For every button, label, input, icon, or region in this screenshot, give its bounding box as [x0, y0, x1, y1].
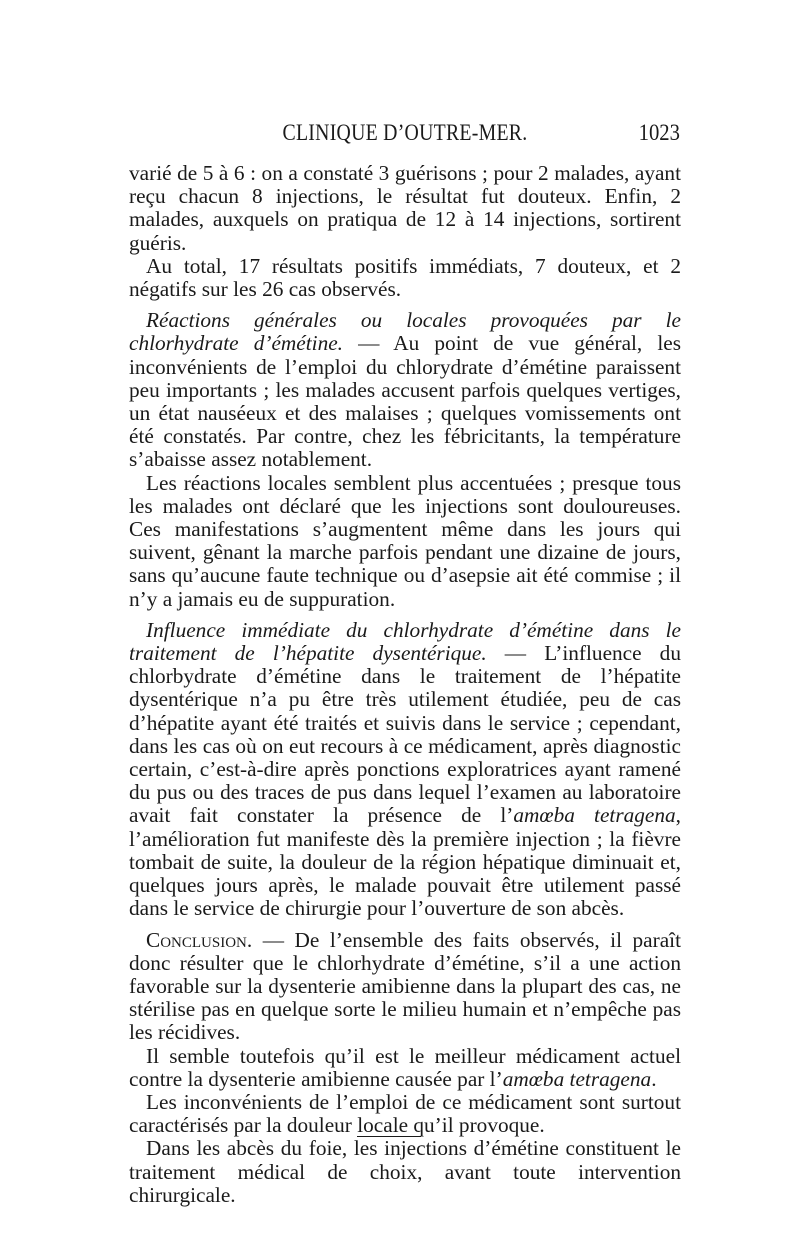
page-header	[130, 120, 680, 154]
paragraph-text: .	[651, 1066, 657, 1091]
closing-rule	[357, 1136, 421, 1137]
paragraph-inconvenients	[129, 1091, 681, 1137]
paragraph-totals	[129, 255, 681, 301]
paragraph-text: Les réactions locales semblent plus accentuées ; presque tous les malades ont déclaré que les injections sont douloureuses. Ces manifestations s’augmentent même dans les jours qui suivent, gênant la marche parfois pendant une dizaine de jours, sans qu’aucune faute technique ou d’asepsie ait été commise ; il n’y a jamais eu de suppuration.	[129, 470, 681, 611]
body-text	[129, 162, 681, 1207]
paragraph-text: Au total, 17 résultats positifs immédiats, 7 douteux, et 2 négatifs sur les 26 cas observés.	[129, 253, 681, 302]
organism-name: amœba tetragena	[513, 803, 676, 828]
section-heading: Conclusion.	[146, 927, 253, 952]
paragraph-text: — De l’ensemble des faits observés, il paraît donc résulter que le chlorhydrate d’émétine, s’il a une action favorable sur la dysenterie amibienne dans la plupart des cas, ne stérilise pas en quelque sorte le milieu humain et n’empêche pas les récidives.	[129, 927, 681, 1045]
section-heading: Influence immédiate du chlorhydrate d’émétine dans le traitement de l’hépatite dysentérique.	[129, 617, 681, 666]
paragraph-abces-foie	[129, 1137, 681, 1207]
paragraph-conclusion	[129, 929, 681, 1045]
paragraph-text: Dans les abcès du foie, les injections d’émétine constituent le traitement médical de choix, avant toute intervention chirurgicale.	[129, 1136, 681, 1207]
paragraph-text: Il semble toutefois qu’il est le meilleur médicament actuel contre la dysenterie amibienne causée par l’	[129, 1043, 681, 1091]
paragraph-reactions-generales	[129, 309, 681, 471]
paragraph-text: , l’amélioration fut manifeste dès la première injection ; la fièvre tombait de suite, la douleur de la région hépatique diminuait et, quelques jours après, le malade pouvait être utilement passé dans le service de chirurgie pour l’ouverture de son abcès.	[129, 803, 681, 921]
paragraph-continuation	[129, 162, 681, 255]
running-title: CLINIQUE D’OUTRE-MER.	[282, 120, 528, 145]
paragraph-reactions-locales	[129, 472, 681, 611]
organism-name: amœba tetragena	[502, 1066, 652, 1091]
paragraph-text: Les inconvénients de l’emploi de ce médicament sont surtout caractérisés par la douleur locale qu’il provoque.	[129, 1089, 681, 1138]
paragraph-text: — Au point de vue général, les inconvénients de l’emploi du chlorydrate d’émétine paraissent peu importants ; les malades accusent parfois quelques vertiges, un état nauséeux et des malaises ; quelques vomissements ont été constatés. Par contre, chez les fébricitants, la température s’abaisse assez notablement.	[129, 331, 681, 472]
paragraph-meilleur-medicament	[129, 1045, 681, 1091]
page-number: 1023	[638, 120, 680, 145]
paragraph-text: varié de 5 à 6 : on a constaté 3 guérisons ; pour 2 malades, ayant reçu chacun 8 injections, le résultat fut douteux. Enfin, 2 malades, auxquels on pratiqua de 12 à 14 injections, sortirent guéris.	[129, 161, 681, 255]
section-heading: Réactions générales ou locales provoquées par le chlorhydrate d’émétine.	[129, 308, 681, 356]
paragraph-text: — L’influence du chlorbydrate d’émétine dans le traitement de l’hépatite dysentérique n’a pu être très utilement étudiée, peu de cas d’hépatite ayant été traités et suivis dans le service ; cependant, dans les cas où on eut recours à ce médicament, après diagnostic certain, c’est-à-dire après ponctions exploratrices ayant ramené du pus ou des traces de pus dans lequel l’examen au laboratoire avait fait constater la présence de l’	[129, 641, 681, 828]
paragraph-hepatite	[129, 619, 681, 921]
